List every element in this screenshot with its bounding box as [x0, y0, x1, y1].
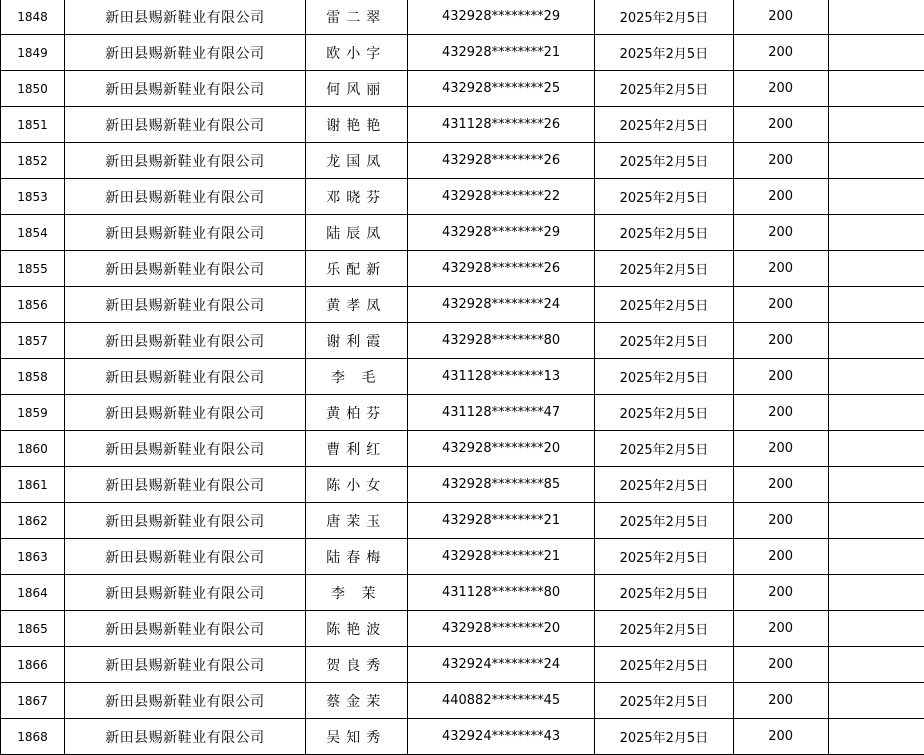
- person-name-cell: 李 茉: [305, 575, 407, 611]
- row-number-cell: 1849: [1, 35, 65, 71]
- date-cell: 2025年2月5日: [595, 107, 733, 143]
- person-name-cell: 黄柏芬: [305, 395, 407, 431]
- amount-cell: 200: [733, 395, 828, 431]
- id-number-cell: 432928********26: [407, 251, 594, 287]
- date-cell: 2025年2月5日: [595, 0, 733, 35]
- id-number-cell: 431128********26: [407, 107, 594, 143]
- person-name-cell: 黄孝凤: [305, 287, 407, 323]
- empty-cell: [828, 395, 924, 431]
- person-name-cell: 唐茉玉: [305, 503, 407, 539]
- row-number-cell: 1867: [1, 683, 65, 719]
- id-number-cell: 432924********43: [407, 719, 594, 755]
- table-row: [1, 323, 924, 359]
- company-name-cell: 新田县赐新鞋业有限公司: [65, 107, 306, 143]
- company-name-cell: 新田县赐新鞋业有限公司: [65, 431, 306, 467]
- amount-cell: 200: [733, 539, 828, 575]
- id-number-cell: 432928********21: [407, 539, 594, 575]
- id-number-cell: 432928********25: [407, 71, 594, 107]
- table-row: [1, 107, 924, 143]
- company-name-cell: 新田县赐新鞋业有限公司: [65, 0, 306, 35]
- person-name-cell: 雷二翠: [305, 0, 407, 35]
- id-number-cell: 431128********80: [407, 575, 594, 611]
- table-row: [1, 143, 924, 179]
- person-name-cell: 曹利红: [305, 431, 407, 467]
- empty-cell: [828, 431, 924, 467]
- row-number-cell: 1861: [1, 467, 65, 503]
- id-number-cell: 432928********20: [407, 431, 594, 467]
- amount-cell: 200: [733, 431, 828, 467]
- company-name-cell: 新田县赐新鞋业有限公司: [65, 683, 306, 719]
- person-name-cell: 乐配新: [305, 251, 407, 287]
- row-number-cell: 1860: [1, 431, 65, 467]
- amount-cell: 200: [733, 611, 828, 647]
- id-number-cell: 432928********20: [407, 611, 594, 647]
- amount-cell: 200: [733, 251, 828, 287]
- empty-cell: [828, 503, 924, 539]
- empty-cell: [828, 575, 924, 611]
- row-number-cell: 1864: [1, 575, 65, 611]
- table-row: [1, 719, 924, 755]
- company-name-cell: 新田县赐新鞋业有限公司: [65, 287, 306, 323]
- empty-cell: [828, 215, 924, 251]
- id-number-cell: 432928********22: [407, 179, 594, 215]
- amount-cell: 200: [733, 143, 828, 179]
- row-number-cell: 1866: [1, 647, 65, 683]
- amount-cell: 200: [733, 107, 828, 143]
- id-number-cell: 432928********85: [407, 467, 594, 503]
- amount-cell: 200: [733, 179, 828, 215]
- date-cell: 2025年2月5日: [595, 611, 733, 647]
- amount-cell: 200: [733, 215, 828, 251]
- table-row: [1, 647, 924, 683]
- table-row: [1, 503, 924, 539]
- person-name-cell: 何风丽: [305, 71, 407, 107]
- table-row: [1, 539, 924, 575]
- company-name-cell: 新田县赐新鞋业有限公司: [65, 503, 306, 539]
- empty-cell: [828, 143, 924, 179]
- empty-cell: [828, 0, 924, 35]
- table-row: [1, 215, 924, 251]
- table-row: [1, 467, 924, 503]
- company-name-cell: 新田县赐新鞋业有限公司: [65, 251, 306, 287]
- empty-cell: [828, 719, 924, 755]
- date-cell: 2025年2月5日: [595, 251, 733, 287]
- date-cell: 2025年2月5日: [595, 575, 733, 611]
- amount-cell: 200: [733, 683, 828, 719]
- id-number-cell: 432928********29: [407, 215, 594, 251]
- company-name-cell: 新田县赐新鞋业有限公司: [65, 575, 306, 611]
- id-number-cell: 440882********45: [407, 683, 594, 719]
- row-number-cell: 1851: [1, 107, 65, 143]
- company-name-cell: 新田县赐新鞋业有限公司: [65, 359, 306, 395]
- person-name-cell: 陈小女: [305, 467, 407, 503]
- row-number-cell: 1868: [1, 719, 65, 755]
- table-row: [1, 71, 924, 107]
- amount-cell: 200: [733, 467, 828, 503]
- empty-cell: [828, 287, 924, 323]
- person-name-cell: 谢艳艳: [305, 107, 407, 143]
- empty-cell: [828, 611, 924, 647]
- amount-cell: 200: [733, 0, 828, 35]
- person-name-cell: 陈艳波: [305, 611, 407, 647]
- table-row: [1, 0, 924, 35]
- table-row: [1, 359, 924, 395]
- id-number-cell: 432928********21: [407, 35, 594, 71]
- row-number-cell: 1852: [1, 143, 65, 179]
- table-row: [1, 431, 924, 467]
- table-row: [1, 251, 924, 287]
- date-cell: 2025年2月5日: [595, 359, 733, 395]
- id-number-cell: 432924********24: [407, 647, 594, 683]
- date-cell: 2025年2月5日: [595, 215, 733, 251]
- date-cell: 2025年2月5日: [595, 35, 733, 71]
- amount-cell: 200: [733, 503, 828, 539]
- amount-cell: 200: [733, 719, 828, 755]
- company-name-cell: 新田县赐新鞋业有限公司: [65, 647, 306, 683]
- amount-cell: 200: [733, 287, 828, 323]
- id-number-cell: 432928********29: [407, 0, 594, 35]
- table-row: [1, 611, 924, 647]
- id-number-cell: 432928********24: [407, 287, 594, 323]
- row-number-cell: 1850: [1, 71, 65, 107]
- company-name-cell: 新田县赐新鞋业有限公司: [65, 215, 306, 251]
- date-cell: 2025年2月5日: [595, 503, 733, 539]
- date-cell: 2025年2月5日: [595, 71, 733, 107]
- date-cell: 2025年2月5日: [595, 719, 733, 755]
- table-row: [1, 575, 924, 611]
- row-number-cell: 1856: [1, 287, 65, 323]
- table-row: [1, 395, 924, 431]
- person-name-cell: 李 毛: [305, 359, 407, 395]
- company-name-cell: 新田县赐新鞋业有限公司: [65, 467, 306, 503]
- person-name-cell: 谢利霞: [305, 323, 407, 359]
- empty-cell: [828, 323, 924, 359]
- row-number-cell: 1862: [1, 503, 65, 539]
- id-number-cell: 432928********26: [407, 143, 594, 179]
- company-name-cell: 新田县赐新鞋业有限公司: [65, 395, 306, 431]
- company-name-cell: 新田县赐新鞋业有限公司: [65, 71, 306, 107]
- empty-cell: [828, 179, 924, 215]
- date-cell: 2025年2月5日: [595, 467, 733, 503]
- amount-cell: 200: [733, 323, 828, 359]
- date-cell: 2025年2月5日: [595, 323, 733, 359]
- empty-cell: [828, 683, 924, 719]
- empty-cell: [828, 251, 924, 287]
- empty-cell: [828, 467, 924, 503]
- person-name-cell: 陆春梅: [305, 539, 407, 575]
- date-cell: 2025年2月5日: [595, 539, 733, 575]
- person-name-cell: 欧小字: [305, 35, 407, 71]
- row-number-cell: 1865: [1, 611, 65, 647]
- date-cell: 2025年2月5日: [595, 143, 733, 179]
- empty-cell: [828, 71, 924, 107]
- company-name-cell: 新田县赐新鞋业有限公司: [65, 143, 306, 179]
- row-number-cell: 1863: [1, 539, 65, 575]
- table-row: [1, 179, 924, 215]
- company-name-cell: 新田县赐新鞋业有限公司: [65, 179, 306, 215]
- date-cell: 2025年2月5日: [595, 287, 733, 323]
- table-row: [1, 287, 924, 323]
- table-row: [1, 683, 924, 719]
- date-cell: 2025年2月5日: [595, 179, 733, 215]
- company-name-cell: 新田县赐新鞋业有限公司: [65, 35, 306, 71]
- date-cell: 2025年2月5日: [595, 683, 733, 719]
- company-name-cell: 新田县赐新鞋业有限公司: [65, 539, 306, 575]
- date-cell: 2025年2月5日: [595, 647, 733, 683]
- empty-cell: [828, 359, 924, 395]
- company-name-cell: 新田县赐新鞋业有限公司: [65, 611, 306, 647]
- company-name-cell: 新田县赐新鞋业有限公司: [65, 719, 306, 755]
- person-name-cell: 蔡金茉: [305, 683, 407, 719]
- id-number-cell: 431128********47: [407, 395, 594, 431]
- company-name-cell: 新田县赐新鞋业有限公司: [65, 323, 306, 359]
- person-name-cell: 邓晓芬: [305, 179, 407, 215]
- empty-cell: [828, 35, 924, 71]
- amount-cell: 200: [733, 575, 828, 611]
- amount-cell: 200: [733, 71, 828, 107]
- person-name-cell: 陆辰凤: [305, 215, 407, 251]
- id-number-cell: 431128********13: [407, 359, 594, 395]
- id-number-cell: 432928********80: [407, 323, 594, 359]
- table-row: [1, 35, 924, 71]
- empty-cell: [828, 539, 924, 575]
- empty-cell: [828, 107, 924, 143]
- amount-cell: 200: [733, 35, 828, 71]
- amount-cell: 200: [733, 359, 828, 395]
- date-cell: 2025年2月5日: [595, 395, 733, 431]
- row-number-cell: 1857: [1, 323, 65, 359]
- empty-cell: [828, 647, 924, 683]
- date-cell: 2025年2月5日: [595, 431, 733, 467]
- person-name-cell: 贺良秀: [305, 647, 407, 683]
- row-number-cell: 1859: [1, 395, 65, 431]
- row-number-cell: 1855: [1, 251, 65, 287]
- person-name-cell: 吴知秀: [305, 719, 407, 755]
- person-name-cell: 龙国凤: [305, 143, 407, 179]
- row-number-cell: 1848: [1, 0, 65, 35]
- row-number-cell: 1853: [1, 179, 65, 215]
- row-number-cell: 1858: [1, 359, 65, 395]
- table-body: [1, 0, 924, 755]
- id-number-cell: 432928********21: [407, 503, 594, 539]
- row-number-cell: 1854: [1, 215, 65, 251]
- amount-cell: 200: [733, 647, 828, 683]
